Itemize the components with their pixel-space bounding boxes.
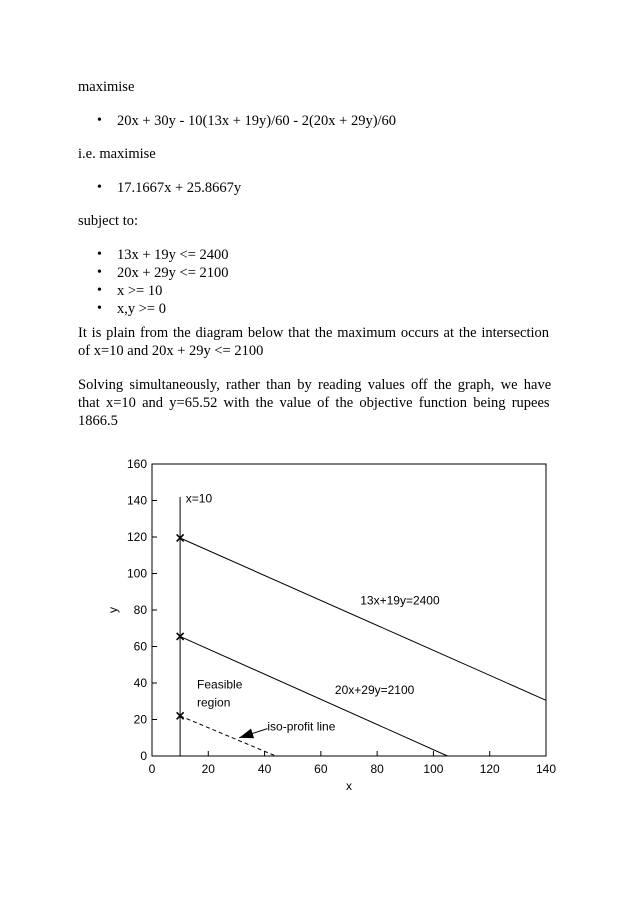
x-axis-label: x — [346, 779, 352, 793]
objective-full: 20x + 30y - 10(13x + 19y)/60 - 2(20x + 29y)/60 — [117, 113, 397, 129]
bullet-icon: • — [97, 247, 102, 262]
x-tick-label: 80 — [370, 762, 384, 776]
objective-simplified: 17.1667x + 25.8667y — [117, 180, 242, 196]
x-tick-label: 60 — [314, 762, 328, 776]
paragraph-line: It is plain from the diagram below that the maximum occurs at the intersection — [78, 325, 550, 341]
series-line-13x-19y-2400 — [180, 538, 546, 700]
annotation-iso-profit-line: iso-profit line — [267, 719, 336, 734]
y-tick-label: 20 — [133, 712, 147, 727]
x-tick-label: 0 — [148, 762, 156, 776]
x-tick-label: 120 — [479, 762, 500, 776]
annotation-x-10: x=10 — [185, 491, 213, 506]
x-tick-label: 140 — [535, 762, 557, 776]
y-axis-label: y — [106, 607, 120, 613]
annotation-13x-19y-2400: 13x+19y=2400 — [360, 593, 440, 608]
x-tick-label: 40 — [257, 762, 272, 776]
y-tick-label: 140 — [126, 493, 147, 508]
bullet-icon: • — [97, 180, 102, 195]
subject-heading: subject to: — [78, 213, 139, 229]
constraint-item: 20x + 29y <= 2100 — [117, 265, 229, 281]
bullet-icon: • — [97, 113, 102, 128]
ie-heading: i.e. maximise — [78, 146, 156, 162]
constraint-item: x,y >= 0 — [117, 301, 166, 317]
annotation-feasible: Feasible — [197, 677, 243, 692]
arrow-head-icon — [239, 729, 254, 739]
series-line-iso-profit-line — [180, 716, 276, 756]
constraint-item: x >= 10 — [117, 283, 163, 299]
y-tick-label: 160 — [126, 457, 147, 471]
paragraph-line: that x=10 and y=65.52 with the value of the objective function being rupees — [78, 395, 550, 411]
bullet-icon: • — [97, 283, 102, 298]
annotation-20x-29y-2100: 20x+29y=2100 — [334, 682, 415, 697]
y-tick-label: 80 — [133, 603, 147, 617]
y-tick-label: 0 — [140, 749, 147, 763]
constraint-item: 13x + 19y <= 2400 — [117, 247, 229, 263]
x-tick-label: 100 — [423, 762, 444, 776]
x-tick-label: 20 — [201, 762, 215, 776]
paragraph-line: of x=10 and 20x + 29y <= 2100 — [78, 343, 264, 359]
paragraph-line: 1866.5 — [78, 413, 118, 429]
bullet-icon: • — [97, 301, 102, 316]
y-tick-label: 120 — [126, 530, 147, 544]
paragraph-line: Solving simultaneously, rather than by reading values off the graph, we have — [78, 377, 552, 393]
y-tick-label: 40 — [133, 676, 147, 690]
maximise-heading: maximise — [78, 79, 135, 95]
y-tick-label: 100 — [126, 566, 147, 581]
y-tick-label: 60 — [133, 639, 147, 654]
bullet-icon: • — [97, 265, 102, 280]
annotation-region: region — [197, 695, 231, 710]
